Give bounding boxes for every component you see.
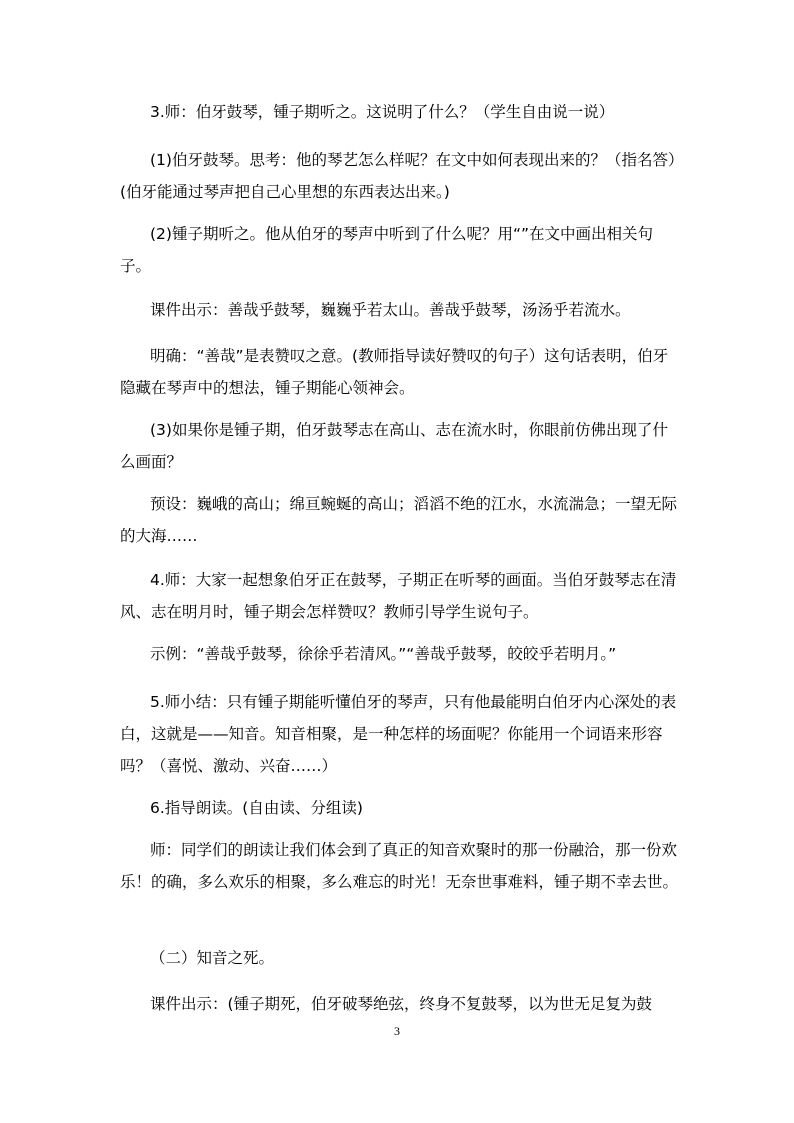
paragraph-11: 6.指导朗读。(自由读、分组读) <box>150 799 363 817</box>
paragraph-12: 师：同学们的朗读让我们体会到了真正的知音欢聚时的那一份融洽，那一份欢乐！的确，多么欢乐的相聚，多么难忘的时光！无奈世事难料，锺子期不幸去世。 <box>120 841 679 891</box>
page-number: 3 <box>394 1024 400 1038</box>
paragraph-3: (2)锺子期听之。他从伯牙的琴声中听到了什么呢？用“”在文中画出相关句子。 <box>120 225 654 275</box>
paragraph-10: 5.师小结：只有锺子期能听懂伯牙的琴声，只有他最能明白伯牙内心深处的表白，这就是——知音。知音相聚，是一种怎样的场面呢？你能用一个词语来形容吗？（喜悦、激动、兴奋……） <box>120 693 677 775</box>
paragraph-8: 4.师：大家一起想象伯牙正在鼓琴，子期正在听琴的画面。当伯牙鼓琴志在清风、志在明月时，锺子期会怎样赞叹？教师引导学生说句子。 <box>120 571 677 621</box>
paragraph-6: (3)如果你是锺子期，伯牙鼓琴志在高山、志在流水时，你眼前仿佛出现了什么画面？ <box>120 421 668 471</box>
paragraph-2: (1)伯牙鼓琴。思考：他的琴艺怎么样呢？在文中如何表现出来的？（指名答）(伯牙能通过琴声把自己心里想的东西表达出来。) <box>120 151 676 201</box>
paragraph-13: 课件出示：(锺子期死，伯牙破琴绝弦，终身不复鼓琴，以为世无足复为鼓 <box>150 995 653 1013</box>
paragraph-5: 明确：“善哉”是表赞叹之意。(教师指导读好赞叹的句子）这句话表明，伯牙隐藏在琴声中的想法，锺子期能心领神会。 <box>120 347 669 397</box>
paragraph-1: 3.师：伯牙鼓琴，锺子期听之。这说明了什么？（学生自由说一说） <box>150 103 615 121</box>
paragraph-7: 预设：巍峨的高山；绵亘蜿蜒的高山；滔滔不绝的江水，水流湍急；一望无际的大海…… <box>120 495 678 545</box>
section-heading: （二）知音之死。 <box>150 949 275 967</box>
paragraph-4: 课件出示：善哉乎鼓琴，巍巍乎若太山。善哉乎鼓琴，汤汤乎若流水。 <box>150 301 631 319</box>
paragraph-9: 示例：“善哉乎鼓琴，徐徐乎若清风。”“善哉乎鼓琴，皎皎乎若明月。” <box>150 645 617 663</box>
